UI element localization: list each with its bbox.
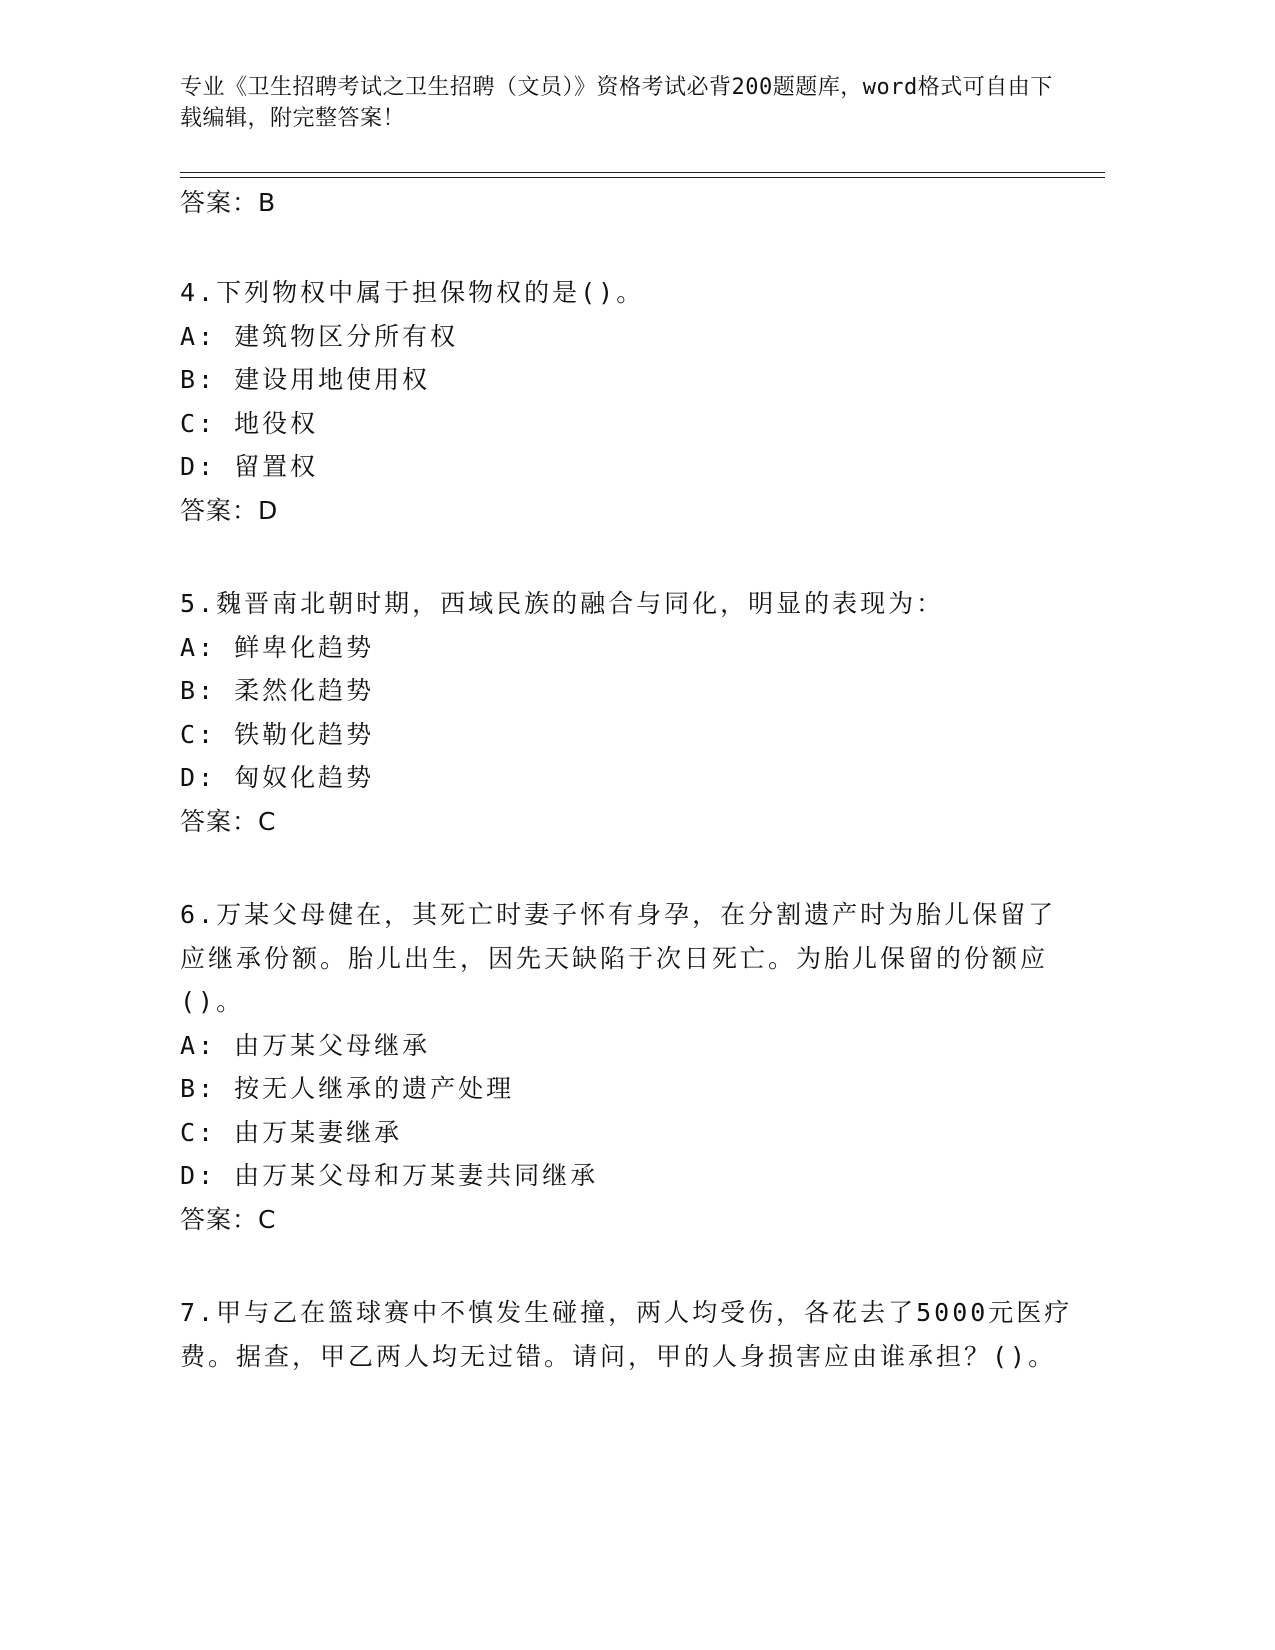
option-d: D: 由万某父母和万某妻共同继承 xyxy=(180,1161,599,1190)
answer-line: 答案：D xyxy=(180,495,279,525)
option-b: B: 按无人继承的遗产处理 xyxy=(180,1074,515,1103)
question-stem: 6.万某父母健在，其死亡时妻子怀有身孕，在分割遗产时为胎儿保留了应继承份额。胎儿出生，因先天缺陷于次日死亡。为胎儿保留的份额应()。 xyxy=(180,900,1057,1016)
question-stem: 5.魏晋南北朝时期，西域民族的融合与同化，明显的表现为： xyxy=(180,589,945,618)
answer-line: 答案：B xyxy=(180,188,277,217)
option-c: C: 地役权 xyxy=(180,408,319,438)
option-c: C: 由万某妻继承 xyxy=(180,1117,403,1147)
question-stem: 7.甲与乙在篮球赛中不慎发生碰撞，两人均受伤，各花去了5000元医疗费。据查，甲乙两人均无过错。请问，甲的人身损害应由谁承担？()。 xyxy=(180,1298,1073,1371)
question-item xyxy=(180,893,1080,1241)
question-item xyxy=(180,271,1080,532)
document-header: 专业《卫生招聘考试之卫生招聘（文员）》资格考试必背200题题库，word格式可自由下载编辑，附完整答案！ xyxy=(180,75,1053,131)
answer-line: 答案：C xyxy=(180,1204,277,1234)
question-item xyxy=(180,582,1080,843)
answer-line: 答案：C xyxy=(180,806,277,836)
header-rule-top xyxy=(180,172,1105,173)
option-a: A: 建筑物区分所有权 xyxy=(180,321,459,351)
option-d: D: 匈奴化趋势 xyxy=(180,763,375,792)
question-stem: 4.下列物权中属于担保物权的是()。 xyxy=(180,278,645,307)
option-c: C: 铁勒化趋势 xyxy=(180,719,375,749)
question-item xyxy=(180,1291,1080,1378)
option-d: D: 留置权 xyxy=(180,452,319,481)
option-b: B: 柔然化趋势 xyxy=(180,676,375,705)
option-b: B: 建设用地使用权 xyxy=(180,365,431,394)
header-rule-bottom xyxy=(180,177,1105,178)
option-a: A: 由万某父母继承 xyxy=(180,1030,431,1060)
option-a: A: 鲜卑化趋势 xyxy=(180,632,375,662)
question-list xyxy=(180,185,1080,1378)
